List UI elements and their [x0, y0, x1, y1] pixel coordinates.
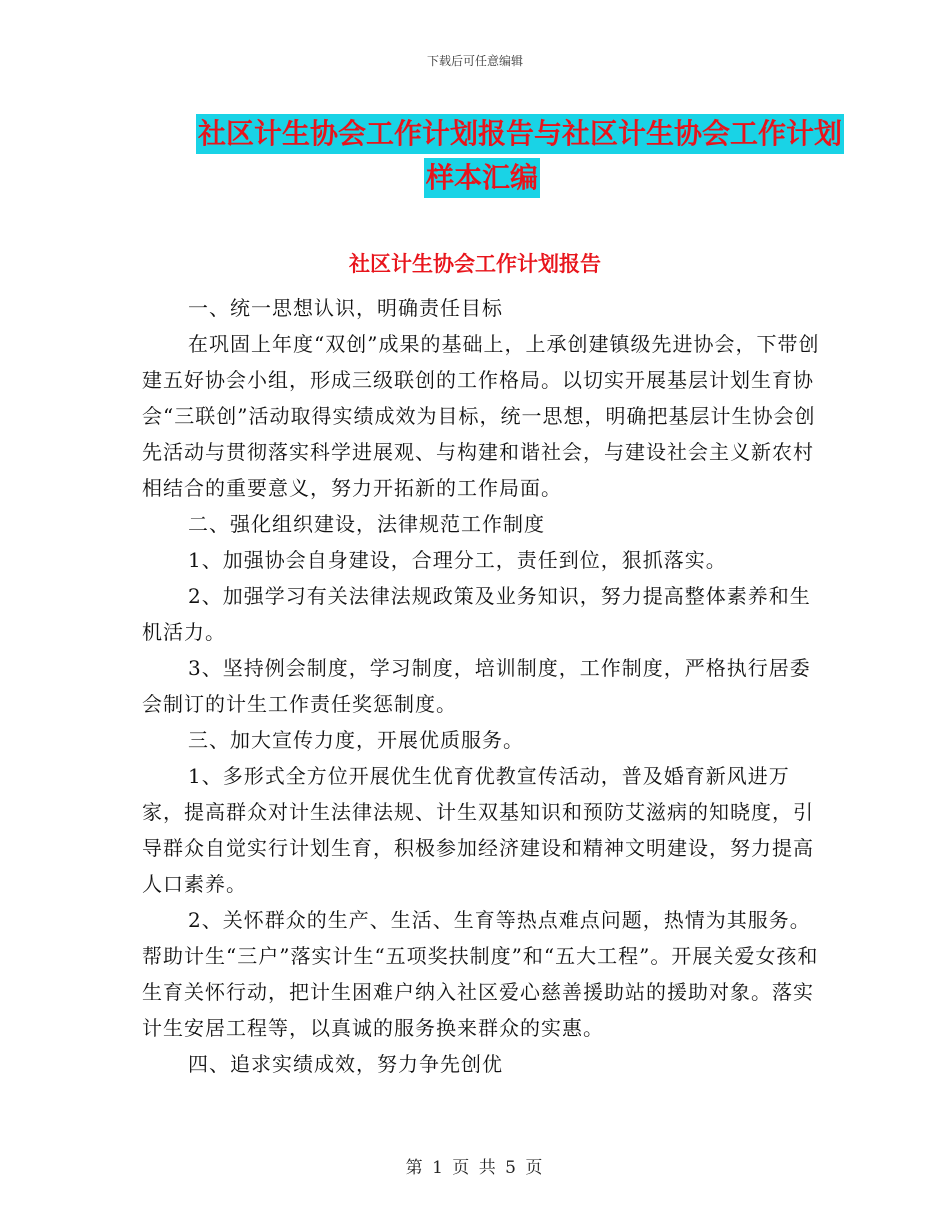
- paragraph: 2、关怀群众的生产、生活、生育等热点难点问题，热情为其服务。帮助计生“三户”落实计生“五项奖扶制度”和“五大工程”。开展关爱女孩和生育关怀行动，把计生困难户纳入社区爱心慈善援助站的援助对象。落实计生安居工程等，以真诚的服务换来群众的实惠。: [142, 908, 819, 1040]
- heading-2: 二、强化组织建设，法律规范工作制度: [188, 512, 545, 536]
- paragraph: 2、加强学习有关法律法规政策及业务知识，努力提高整体素养和生机活力。: [142, 584, 811, 644]
- page-number-footer: 第 1 页 共 5 页: [405, 1158, 545, 1178]
- page-header-note: 下载后可任意编辑: [426, 54, 523, 68]
- section-subtitle: 社区计生协会工作计划报告: [349, 252, 601, 276]
- heading-3: 三、加大宣传力度，开展优质服务。: [188, 728, 524, 752]
- heading-4: 四、追求实绩成效，努力争先创优: [188, 1052, 503, 1076]
- title-line-1: 社区计生协会工作计划报告与社区计生协会工作计划: [196, 114, 844, 154]
- paragraph: 1、加强协会自身建设，合理分工，责任到位，狠抓落实。: [188, 548, 727, 572]
- paragraph: 3、坚持例会制度，学习制度，培训制度，工作制度，严格执行居委会制订的计生工作责任奖惩制度。: [142, 656, 811, 716]
- paragraph: 1、多形式全方位开展优生优育优教宣传活动，普及婚育新风进万家，提高群众对计生法律法规、计生双基知识和预防艾滋病的知晓度，引导群众自觉实行计划生育，积极参加经济建设和精神文明建设，努力提高人口素养。: [142, 764, 814, 896]
- paragraph: 在巩固上年度“双创”成果的基础上，上承创建镇级先进协会，下带创建五好协会小组，形成三级联创的工作格局。以切实开展基层计划生育协会“三联创”活动取得实绩成效为目标，统一思想，明确把基层计生协会创先活动与贯彻落实科学进展观、与构建和谐社会，与建设社会主义新农村相结合的重要意义，努力开拓新的工作局面。: [142, 332, 820, 500]
- title-line-2: 样本汇编: [424, 158, 540, 198]
- heading-1: 一、统一思想认识，明确责任目标: [188, 296, 503, 320]
- document-body: [142, 290, 822, 1082]
